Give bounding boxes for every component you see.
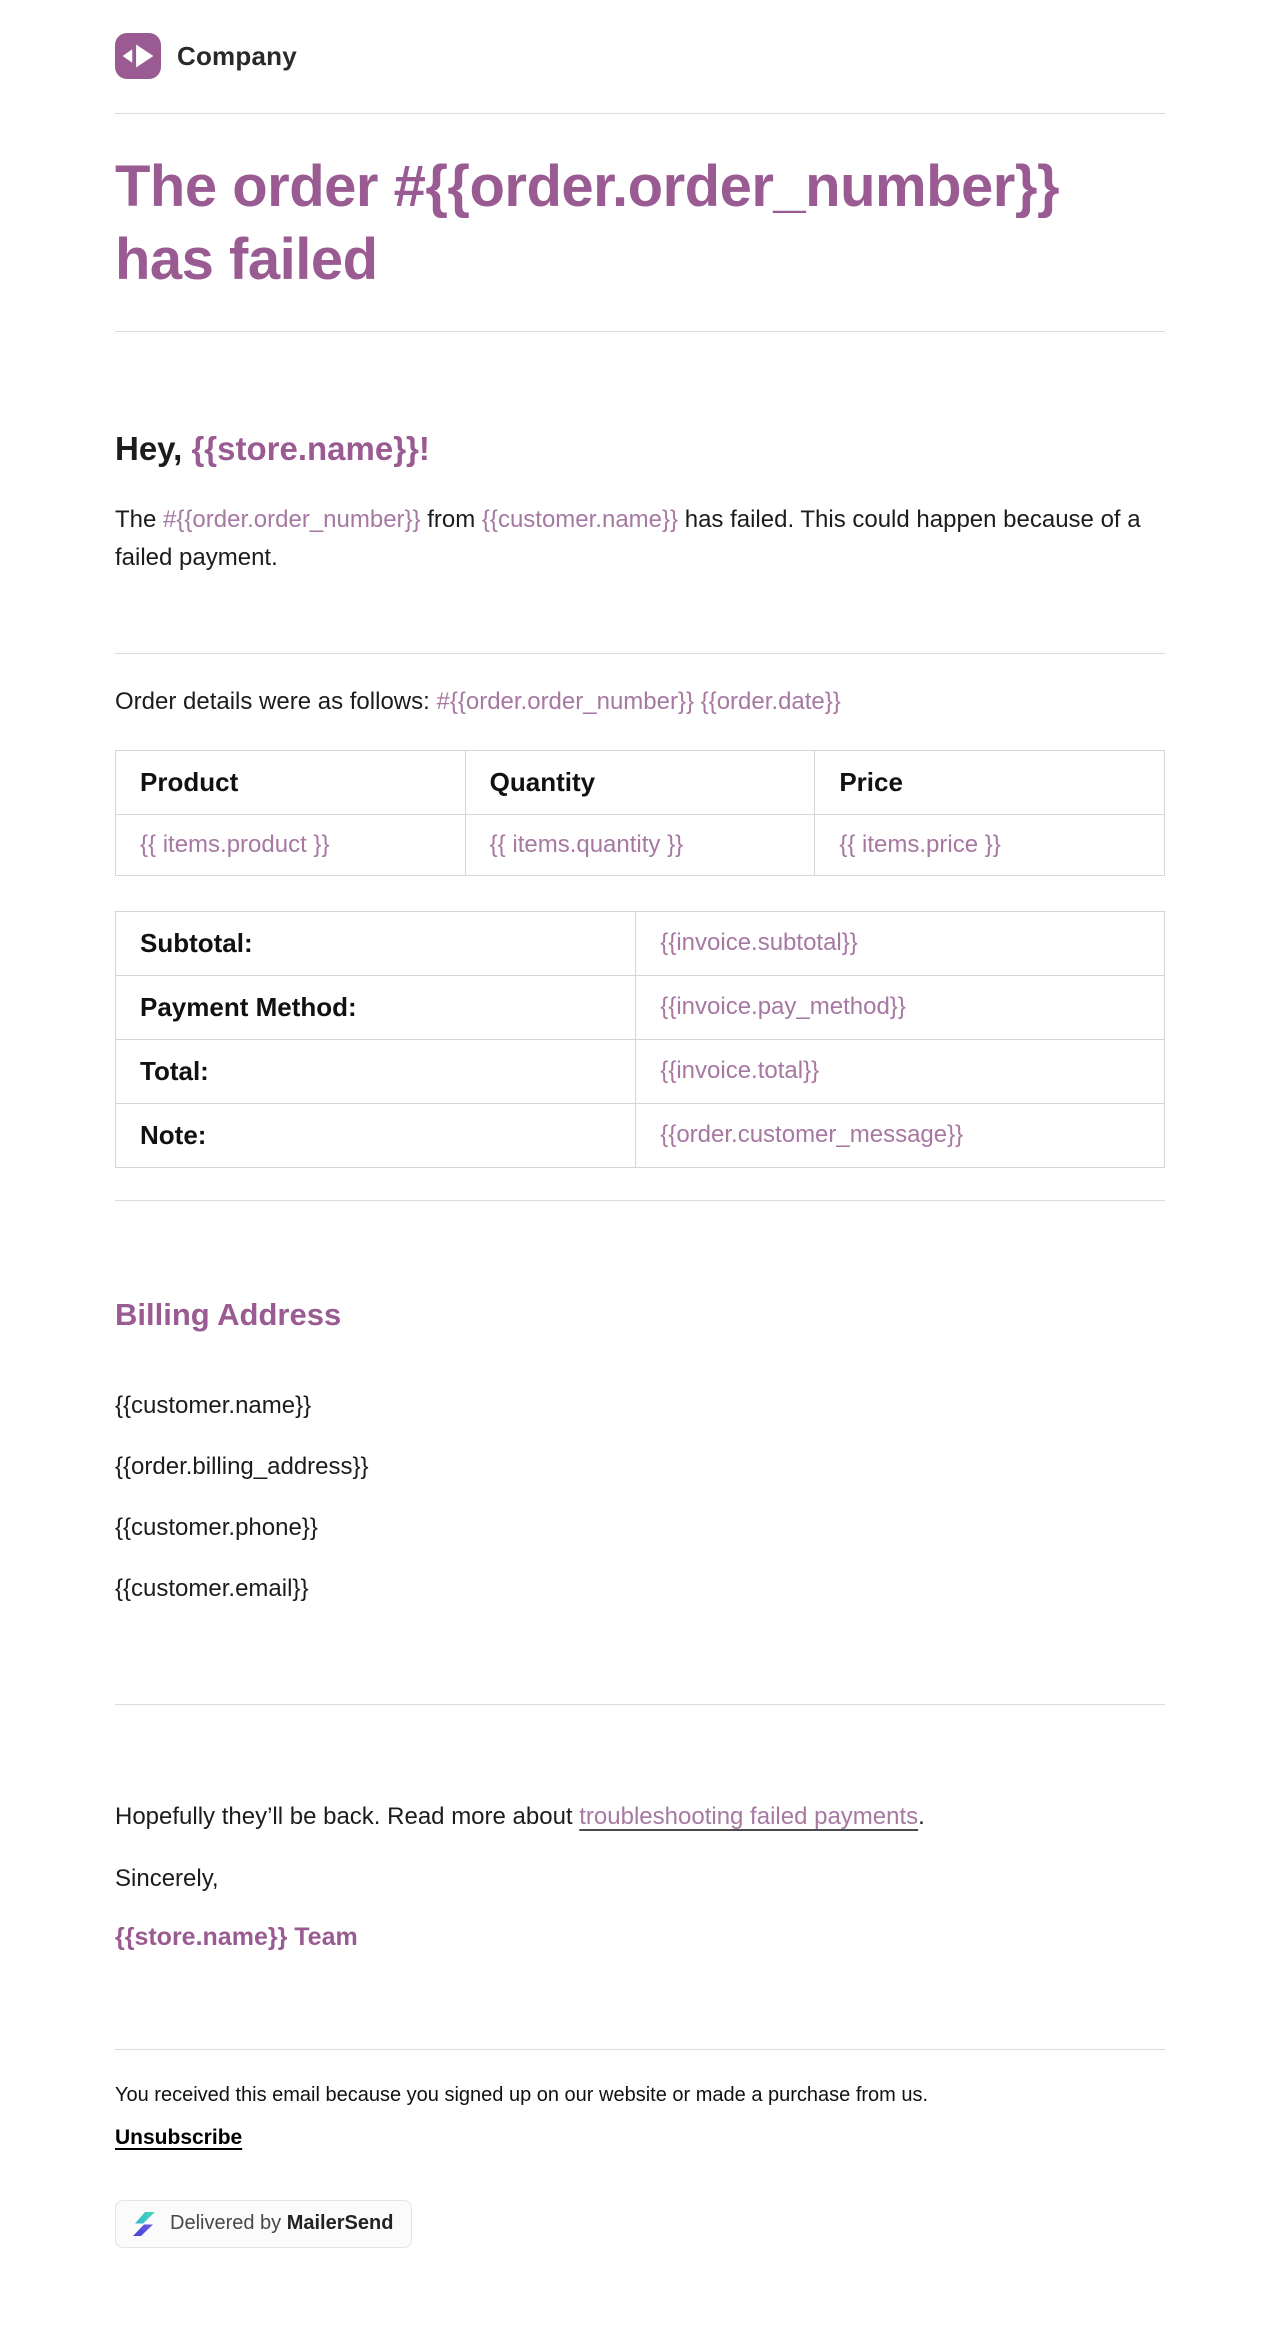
- items-table-header-row: [116, 750, 1165, 814]
- invoice-value: {{order.customer_message}}: [636, 1103, 1165, 1167]
- divider: [115, 331, 1165, 332]
- invoice-label: Payment Method:: [116, 975, 636, 1039]
- billing-customer-phone: {{customer.phone}}: [115, 1513, 318, 1541]
- column-header-product: Product: [116, 750, 466, 814]
- page-title: The order #{{order.order_number}} has failed: [115, 154, 1060, 292]
- team-signature: {{store.name}} Team: [115, 1922, 358, 1951]
- mailersend-badge[interactable]: [115, 2200, 412, 2248]
- order-number-date-variables: #{{order.order_number}} {{order.date}}: [436, 687, 841, 715]
- customer-name-variable: {{customer.name}}: [481, 505, 679, 533]
- items-quantity-cell: {{ items.quantity }}: [465, 814, 815, 875]
- table-row: [116, 1103, 1165, 1167]
- invoice-value: {{invoice.pay_method}}: [636, 975, 1165, 1039]
- brand-header: [115, 33, 1165, 79]
- column-header-quantity: Quantity: [465, 750, 815, 814]
- invoice-label: Note:: [116, 1103, 636, 1167]
- order-details-line: Order details were as follows: #{{order.order_number}} {{order.date}}: [115, 687, 841, 715]
- items-price-cell: {{ items.price }}: [815, 814, 1165, 875]
- table-row: [116, 911, 1165, 975]
- divider: [115, 653, 1165, 654]
- items-table: [115, 750, 1165, 876]
- invoice-value: {{invoice.total}}: [636, 1039, 1165, 1103]
- invoice-summary-table: [115, 911, 1165, 1168]
- store-name-variable: {{store.name}}!: [191, 430, 430, 467]
- greeting-heading: Hey, {{store.name}}!: [115, 430, 430, 467]
- divider: [115, 113, 1165, 114]
- invoice-label: Subtotal:: [116, 911, 636, 975]
- divider: [115, 2049, 1165, 2050]
- footer-reason-text: You received this email because you signed up on our website or made a purchase from us.: [115, 2083, 929, 2106]
- items-product-cell: {{ items.product }}: [116, 814, 466, 875]
- billing-customer-name: {{customer.name}}: [115, 1391, 312, 1419]
- divider: [115, 1704, 1165, 1705]
- invoice-label: Total:: [116, 1039, 636, 1103]
- brand-name: Company: [177, 40, 297, 71]
- billing-address-title: Billing Address: [115, 1296, 342, 1332]
- mailersend-icon: [130, 2210, 158, 2238]
- invoice-value: {{invoice.subtotal}}: [636, 911, 1165, 975]
- badge-text: Delivered by MailerSend: [170, 2212, 394, 2235]
- email-body: [115, 0, 1165, 2310]
- column-header-price: Price: [815, 750, 1165, 814]
- table-row: [116, 1039, 1165, 1103]
- outro-paragraph: Hopefully they’ll be back. Read more about troubleshooting failed payments.: [115, 1802, 925, 1830]
- table-row: [116, 814, 1165, 875]
- sincerely-text: Sincerely,: [115, 1864, 219, 1892]
- order-number-variable: #{{order.order_number}}: [163, 505, 421, 533]
- company-logo-icon[interactable]: [115, 33, 161, 79]
- intro-paragraph: The #{{order.order_number}} from {{customer.name}} has failed. This could happen because of a failed payment.: [115, 505, 1141, 571]
- unsubscribe-link[interactable]: Unsubscribe: [115, 2125, 243, 2149]
- troubleshooting-link[interactable]: troubleshooting failed payments: [579, 1802, 919, 1830]
- divider: [115, 1200, 1165, 1201]
- billing-address-line: {{order.billing_address}}: [115, 1452, 369, 1480]
- mailersend-brand-name: MailerSend: [286, 2212, 394, 2235]
- billing-customer-email: {{customer.email}}: [115, 1574, 309, 1602]
- table-row: [116, 975, 1165, 1039]
